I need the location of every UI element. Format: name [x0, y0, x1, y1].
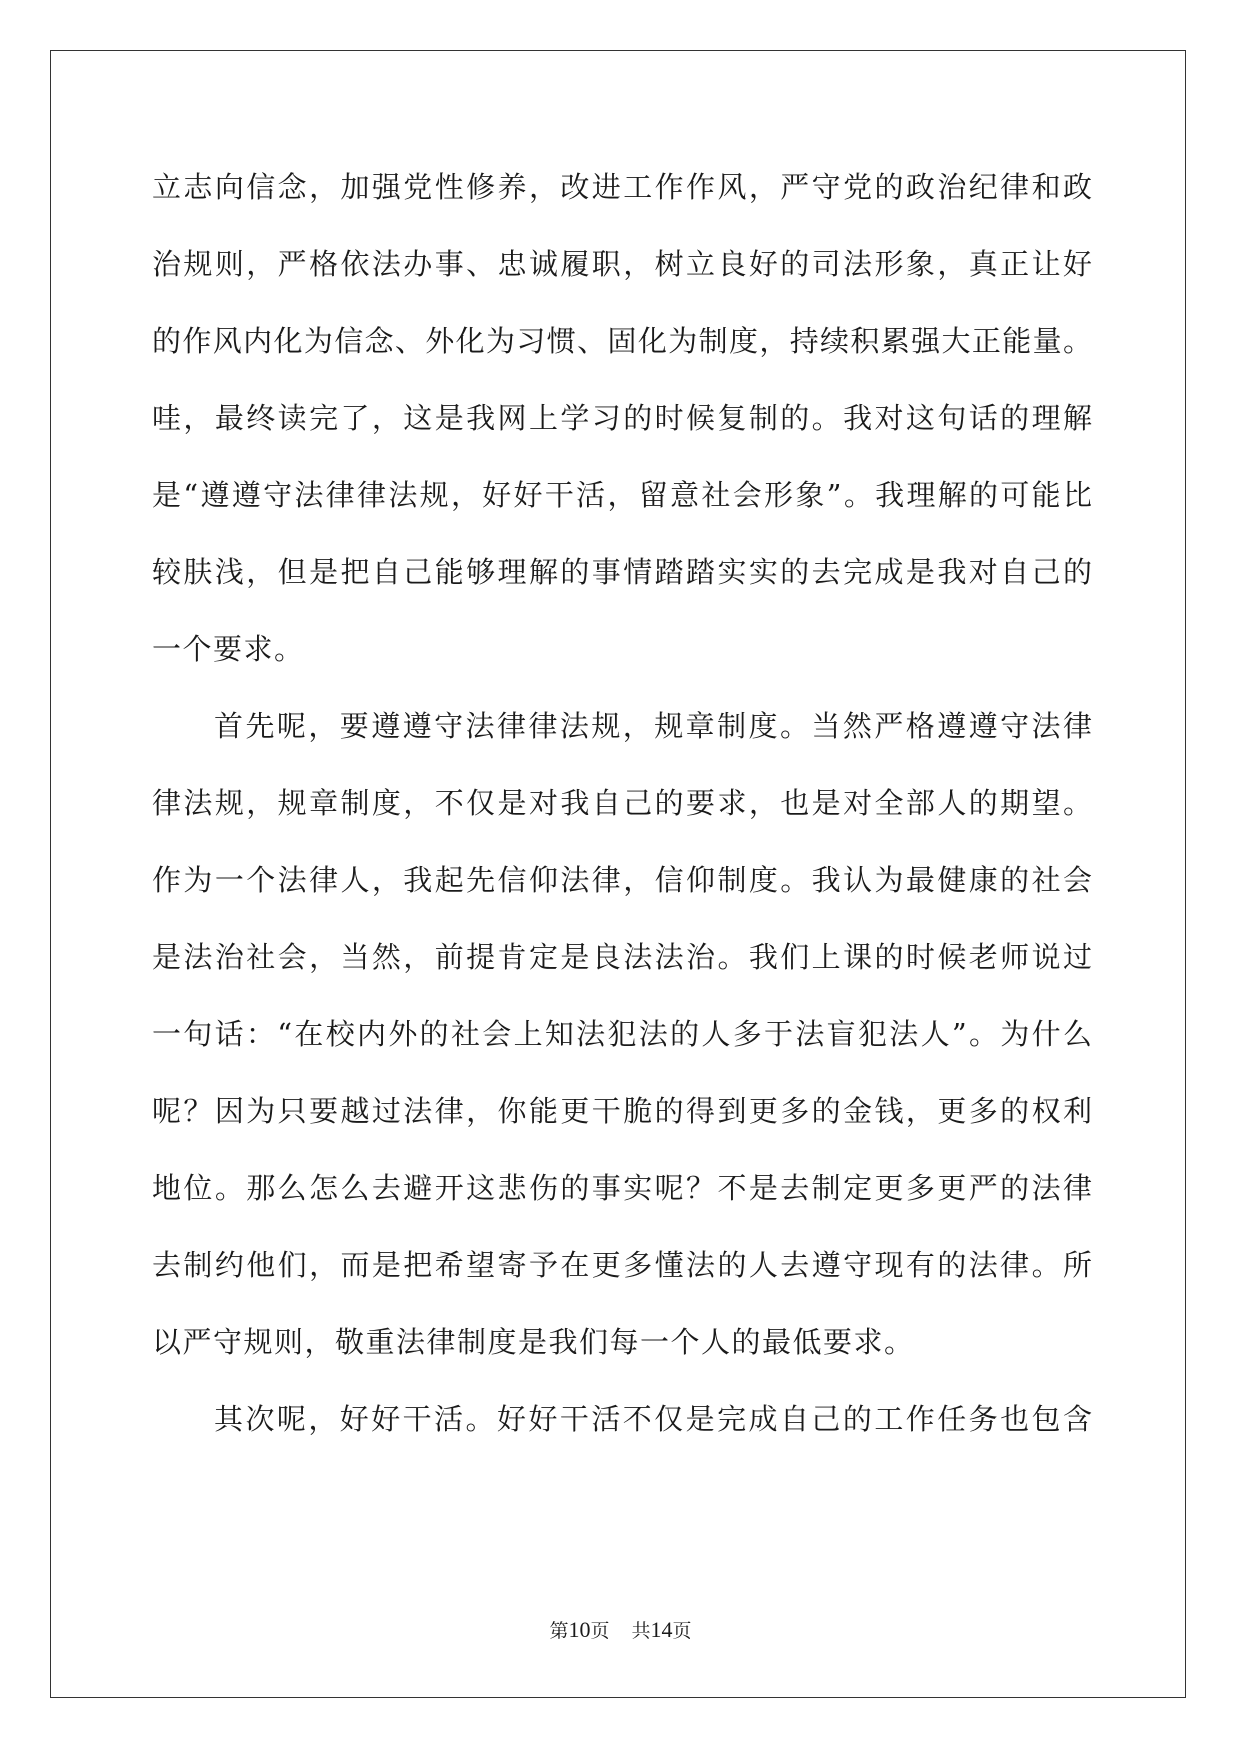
current-page-number: 10 [568, 1617, 591, 1642]
total-suffix: 页 [672, 1620, 692, 1642]
total-prefix: 共 [631, 1620, 651, 1642]
text-line: 律法规，规章制度，不仅是对我自己的要求，也是对全部人的期望。 [152, 786, 1092, 820]
page-prefix: 第 [549, 1620, 569, 1642]
paragraph-first-line: 首先呢，要遵遵守法律律法规，规章制度。当然严格遵遵守法律 [214, 709, 1092, 743]
text-line: 呢？因为只要越过法律，你能更干脆的得到更多的金钱，更多的权利 [152, 1094, 1092, 1128]
text-line: 地位。那么怎么去避开这悲伤的事实呢？不是去制定更多更严的法律 [152, 1171, 1092, 1205]
page-footer [0, 1616, 1241, 1643]
text-line: 治规则，严格依法办事、忠诚履职，树立良好的司法形象，真正让好 [152, 247, 1092, 281]
text-line: 作为一个法律人，我起先信仰法律，信仰制度。我认为最健康的社会 [152, 863, 1092, 897]
text-line: 的作风内化为信念、外化为习惯、固化为制度，持续积累强大正能量。 [152, 324, 1092, 358]
text-line: 较肤浅，但是把自己能够理解的事情踏踏实实的去完成是我对自己的 [152, 555, 1092, 589]
page-suffix: 页 [590, 1620, 610, 1642]
text-line: 是法治社会，当然，前提肯定是良法法治。我们上课的时候老师说过 [152, 940, 1092, 974]
paragraph-first-line: 其次呢，好好干活。好好干活不仅是完成自己的工作任务也包含 [214, 1402, 1092, 1436]
text-line: 立志向信念，加强党性修养，改进工作作风，严守党的政治纪律和政 [152, 170, 1092, 204]
total-page-number: 14 [650, 1617, 673, 1642]
text-line: 一个要求。 [152, 632, 305, 666]
document-body [152, 160, 1092, 1469]
text-line: 是“遵遵守法律律法规，好好干活，留意社会形象”。我理解的可能比 [152, 478, 1092, 512]
text-line: 以严守规则，敬重法律制度是我们每一个人的最低要求。 [152, 1325, 915, 1359]
text-line: 去制约他们，而是把希望寄予在更多懂法的人去遵守现有的法律。所 [152, 1248, 1092, 1282]
text-line: 哇，最终读完了，这是我网上学习的时候复制的。我对这句话的理解 [152, 401, 1092, 435]
text-line: 一句话：“在校内外的社会上知法犯法的人多于法盲犯法人”。为什么 [152, 1017, 1092, 1051]
